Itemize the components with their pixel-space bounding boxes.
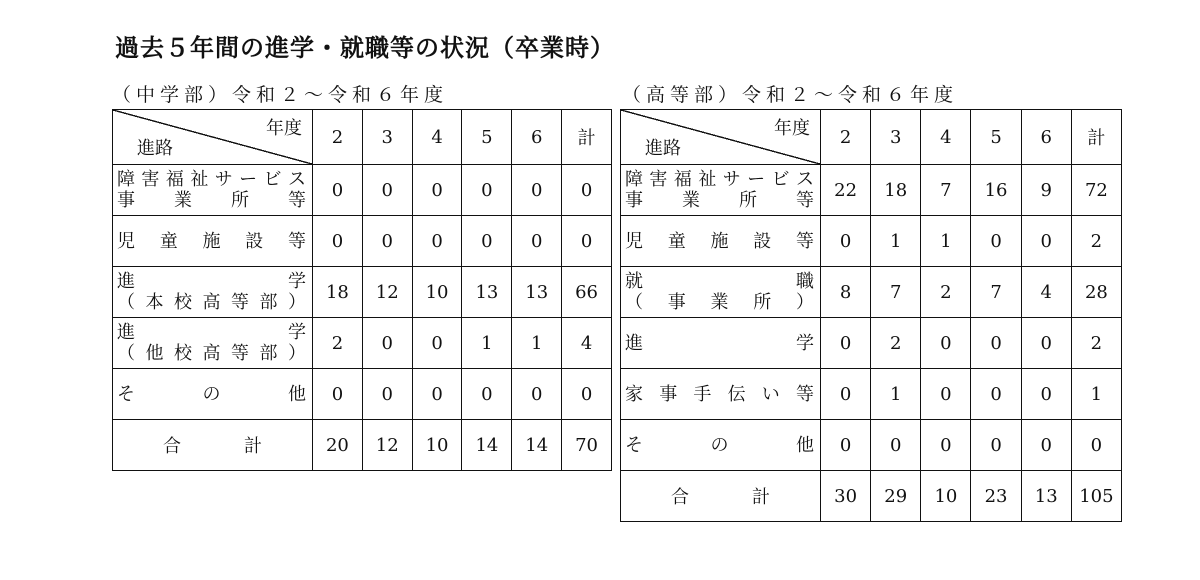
value-cell: 0 <box>462 369 512 420</box>
label-char: 校 <box>174 343 192 364</box>
total-label-cell <box>113 420 313 471</box>
label-char: 障 <box>625 169 643 190</box>
label-char: 事 <box>667 292 686 313</box>
label-char: ス <box>287 169 306 190</box>
value-cell: 1 <box>512 318 562 369</box>
value-cell: 0 <box>313 216 363 267</box>
label-char: 施 <box>202 230 221 252</box>
total-value-cell: 13 <box>1021 471 1071 522</box>
header-row <box>621 110 1122 165</box>
high-school-table <box>620 109 1122 522</box>
label-char: 害 <box>649 169 668 190</box>
route-label-cell <box>621 216 821 267</box>
label-char: 等 <box>231 343 249 364</box>
label-char: 合 <box>163 436 181 457</box>
route-label-cell <box>621 318 821 369</box>
label-char: 等 <box>796 190 814 211</box>
label-char: 他 <box>796 434 814 456</box>
label-line <box>625 333 814 354</box>
header-route-label: 進路 <box>645 138 681 159</box>
value-cell: 4 <box>562 318 612 369</box>
total-value-cell: 14 <box>462 420 512 471</box>
label-char: （ <box>625 292 643 313</box>
label-line <box>625 271 814 292</box>
value-cell: 1 <box>871 216 921 267</box>
value-cell: 0 <box>971 420 1021 471</box>
label-char: サ <box>214 169 233 190</box>
total-row <box>113 420 612 471</box>
header-year-label: 年度 <box>774 118 810 139</box>
value-cell: 0 <box>1021 369 1071 420</box>
label-char: 業 <box>682 190 700 211</box>
table-row <box>621 420 1122 471</box>
value-cell: 0 <box>1021 216 1071 267</box>
year-header-cell: 2 <box>313 110 363 165</box>
label-char: ） <box>288 292 306 313</box>
label-char: （ <box>117 292 135 313</box>
total-value-cell: 12 <box>362 420 412 471</box>
value-cell: 66 <box>562 267 612 318</box>
value-cell: 0 <box>313 165 363 216</box>
label-char: 童 <box>667 230 686 252</box>
middle-school-table <box>112 109 612 471</box>
label-line <box>117 271 306 292</box>
label-char: そ <box>117 383 135 405</box>
value-cell: 0 <box>971 318 1021 369</box>
middle-caption: （中学部）令和２～令和６年度 <box>112 84 449 106</box>
label-char: 計 <box>244 436 262 457</box>
table-row <box>621 165 1122 216</box>
label-char: 進 <box>625 332 643 354</box>
table-row <box>113 216 612 267</box>
value-cell: 0 <box>971 369 1021 420</box>
label-char: 所 <box>231 190 249 211</box>
label-char: ビ <box>263 169 282 190</box>
year-header-cell: 6 <box>1021 110 1071 165</box>
year-header-cell: 3 <box>362 110 412 165</box>
year-header-cell: 6 <box>512 110 562 165</box>
total-label <box>621 483 820 509</box>
diagonal-header-cell <box>113 110 313 165</box>
label-line <box>625 169 814 190</box>
label-char: 進 <box>117 271 135 292</box>
label-char: 手 <box>693 383 712 405</box>
value-cell: 0 <box>971 216 1021 267</box>
total-value-cell: 105 <box>1071 471 1121 522</box>
table-row <box>113 165 612 216</box>
label-char: 計 <box>752 487 770 508</box>
label-char: 校 <box>174 292 192 313</box>
value-cell: 2 <box>1071 318 1121 369</box>
value-cell: 10 <box>412 267 462 318</box>
header-year-label: 年度 <box>266 118 302 139</box>
value-cell: 0 <box>921 318 971 369</box>
value-cell: 0 <box>313 369 363 420</box>
value-cell: 2 <box>871 318 921 369</box>
label-char: の <box>710 434 729 456</box>
value-cell: 0 <box>412 165 462 216</box>
route-label-cell <box>113 216 313 267</box>
label-char: 児 <box>625 230 643 252</box>
label-line <box>117 292 306 313</box>
route-label-cell <box>621 165 821 216</box>
label-char: 等 <box>288 230 306 252</box>
label-char: 害 <box>141 169 160 190</box>
value-cell: 0 <box>462 165 512 216</box>
label-char: 祉 <box>190 169 209 190</box>
label-char: サ <box>722 169 741 190</box>
value-cell: 0 <box>562 165 612 216</box>
label-char: 障 <box>117 169 135 190</box>
total-label <box>113 432 312 458</box>
value-cell: 1 <box>1071 369 1121 420</box>
label-char: 等 <box>231 292 249 313</box>
value-cell: 9 <box>1021 165 1071 216</box>
label-char: 進 <box>117 322 135 343</box>
table-row <box>113 318 612 369</box>
label-line <box>625 231 814 252</box>
value-cell: 0 <box>362 165 412 216</box>
label-char: 所 <box>753 292 772 313</box>
label-char: 部 <box>259 292 278 313</box>
label-char: 設 <box>753 230 772 252</box>
total-value-cell: 20 <box>313 420 363 471</box>
label-char: ） <box>796 292 814 313</box>
value-cell: 0 <box>362 369 412 420</box>
label-char: 他 <box>288 383 306 405</box>
label-char: 事 <box>659 383 678 405</box>
value-cell: 16 <box>971 165 1021 216</box>
header-route-label: 進路 <box>137 138 173 159</box>
route-label-cell <box>113 318 313 369</box>
label-char: の <box>202 383 221 405</box>
value-cell: 7 <box>871 267 921 318</box>
total-value-cell: 10 <box>412 420 462 471</box>
label-char: 事 <box>117 190 135 211</box>
value-cell: 2 <box>1071 216 1121 267</box>
value-cell: 0 <box>821 216 871 267</box>
label-char: 他 <box>145 343 164 364</box>
value-cell: 4 <box>1021 267 1071 318</box>
label-char: 等 <box>796 230 814 252</box>
label-char: 伝 <box>727 383 746 405</box>
label-char: 施 <box>710 230 729 252</box>
total-value-cell: 30 <box>821 471 871 522</box>
table-row <box>621 216 1122 267</box>
value-cell: 0 <box>512 165 562 216</box>
label-line <box>625 435 814 456</box>
label-char: 福 <box>673 169 692 190</box>
label-char: 学 <box>796 332 814 354</box>
value-cell: 0 <box>821 318 871 369</box>
total-value-cell: 70 <box>562 420 612 471</box>
table-row <box>621 369 1122 420</box>
label-char: 学 <box>288 322 306 343</box>
label-char: 合 <box>671 487 689 508</box>
year-header-cell: 計 <box>562 110 612 165</box>
table-row <box>113 369 612 420</box>
label-char: そ <box>625 434 643 456</box>
label-line <box>117 169 306 190</box>
value-cell: 0 <box>562 216 612 267</box>
route-label-cell <box>113 369 313 420</box>
total-row <box>621 471 1122 522</box>
value-cell: 0 <box>412 369 462 420</box>
value-cell: 1 <box>462 318 512 369</box>
label-line <box>625 292 814 313</box>
route-label-cell <box>621 267 821 318</box>
value-cell: 1 <box>921 216 971 267</box>
label-char: ） <box>288 343 306 364</box>
route-label-cell <box>113 165 313 216</box>
value-cell: 18 <box>871 165 921 216</box>
value-cell: 2 <box>921 267 971 318</box>
value-cell: 7 <box>921 165 971 216</box>
label-char: 学 <box>288 271 306 292</box>
label-line <box>117 343 306 364</box>
value-cell: 0 <box>1021 420 1071 471</box>
value-cell: 0 <box>821 369 871 420</box>
label-char: 所 <box>739 190 757 211</box>
value-cell: 0 <box>871 420 921 471</box>
value-cell: 0 <box>921 369 971 420</box>
total-label-cell <box>621 471 821 522</box>
value-cell: 0 <box>1071 420 1121 471</box>
route-label-cell <box>621 420 821 471</box>
table-row <box>113 267 612 318</box>
year-header-cell: 5 <box>462 110 512 165</box>
value-cell: 8 <box>821 267 871 318</box>
value-cell: 0 <box>462 216 512 267</box>
year-header-cell: 5 <box>971 110 1021 165</box>
label-char: ー <box>239 169 258 190</box>
label-char: 高 <box>202 343 221 364</box>
label-char: 事 <box>625 190 643 211</box>
label-line <box>117 231 306 252</box>
header-row <box>113 110 612 165</box>
value-cell: 0 <box>412 216 462 267</box>
total-value-cell: 10 <box>921 471 971 522</box>
value-cell: 13 <box>462 267 512 318</box>
value-cell: 0 <box>512 216 562 267</box>
page-title: 過去５年間の進学・就職等の状況（卒業時） <box>115 34 615 62</box>
label-char: 等 <box>288 190 306 211</box>
label-char: 児 <box>117 230 135 252</box>
label-line <box>117 322 306 343</box>
label-line <box>117 190 306 211</box>
label-char: 等 <box>795 383 814 405</box>
total-value-cell: 23 <box>971 471 1021 522</box>
value-cell: 12 <box>362 267 412 318</box>
value-cell: 22 <box>821 165 871 216</box>
value-cell: 7 <box>971 267 1021 318</box>
value-cell: 0 <box>512 369 562 420</box>
label-line <box>625 384 814 405</box>
label-char: 職 <box>796 271 814 292</box>
high-caption: （高等部）令和２～令和６年度 <box>622 84 959 106</box>
label-char: 本 <box>145 292 164 313</box>
label-char: ー <box>747 169 766 190</box>
label-char: 就 <box>625 271 643 292</box>
label-char: ス <box>795 169 814 190</box>
value-cell: 0 <box>821 420 871 471</box>
total-value-cell: 14 <box>512 420 562 471</box>
value-cell: 2 <box>313 318 363 369</box>
label-char: 祉 <box>698 169 717 190</box>
label-char: 童 <box>159 230 178 252</box>
route-label-cell <box>113 267 313 318</box>
diagonal-header-cell <box>621 110 821 165</box>
year-header-cell: 4 <box>412 110 462 165</box>
value-cell: 0 <box>362 216 412 267</box>
label-char: （ <box>117 343 135 364</box>
label-char: 設 <box>245 230 264 252</box>
year-header-cell: 3 <box>871 110 921 165</box>
value-cell: 0 <box>1021 318 1071 369</box>
route-label-cell <box>621 369 821 420</box>
label-char: 家 <box>625 383 643 405</box>
label-char: い <box>761 383 780 405</box>
value-cell: 13 <box>512 267 562 318</box>
value-cell: 28 <box>1071 267 1121 318</box>
year-header-cell: 2 <box>821 110 871 165</box>
label-char: 業 <box>710 292 729 313</box>
value-cell: 0 <box>562 369 612 420</box>
table-row <box>621 318 1122 369</box>
value-cell: 1 <box>871 369 921 420</box>
label-line <box>625 190 814 211</box>
value-cell: 0 <box>412 318 462 369</box>
label-char: 高 <box>202 292 221 313</box>
label-char: 福 <box>165 169 184 190</box>
value-cell: 0 <box>362 318 412 369</box>
label-char: 部 <box>259 343 278 364</box>
value-cell: 72 <box>1071 165 1121 216</box>
table-row <box>621 267 1122 318</box>
total-value-cell: 29 <box>871 471 921 522</box>
value-cell: 0 <box>921 420 971 471</box>
label-line <box>117 384 306 405</box>
value-cell: 18 <box>313 267 363 318</box>
year-header-cell: 計 <box>1071 110 1121 165</box>
label-char: ビ <box>771 169 790 190</box>
year-header-cell: 4 <box>921 110 971 165</box>
label-char: 業 <box>174 190 192 211</box>
